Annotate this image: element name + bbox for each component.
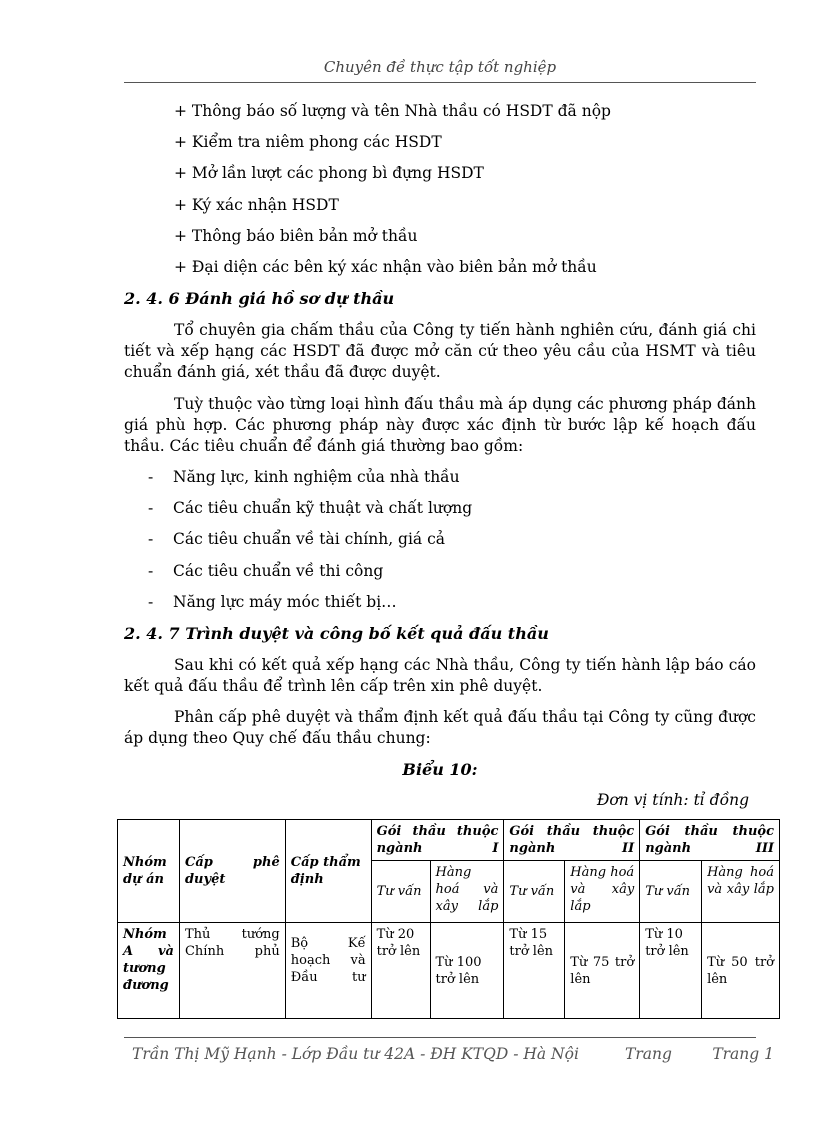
bullet-item [148,562,384,580]
header-project-group: Nhóm dự án [118,820,180,923]
cell-value: Từ 20 trở lên [371,923,430,1019]
subheader-consulting: Tư vấn [640,861,702,923]
subheader-goods-construction: Hàng hoá và xây lắp [430,861,504,923]
dash-glyph: - [148,530,154,548]
table-caption: Biểu 10: [402,760,478,779]
footer-page-number: Trang 1 [712,1045,774,1063]
paragraph [124,707,756,749]
dash-glyph: - [148,562,154,580]
header-divider [124,82,756,83]
bullet-text: Các tiêu chuẩn kỹ thuật và chất lượng [173,499,473,517]
footer-divider [124,1037,756,1038]
plus-item: + Kiểm tra niêm phong các HSDT [174,133,442,151]
header-appraisal-level: Cấp thẩm định [285,820,371,923]
dash-glyph: - [148,499,154,517]
subheader-goods-construction: Hàng hoá và xây lắp [702,861,780,923]
bullet-item [148,530,446,548]
cell-value: Từ 100 trở lên [430,923,504,1019]
plus-item: + Thông báo biên bản mở thầu [174,227,418,245]
bullet-text: Năng lực, kinh nghiệm của nhà thầu [173,468,460,486]
dash-glyph: - [148,468,154,486]
paragraph-text: Tuỳ thuộc vào từng loại hình đấu thầu mà áp dụng các phương pháp đánh giá phù hợp. Các phương pháp này được xác định từ bước lập kế hoạch đấu thầu. Các tiêu chuẩn để đánh giá thường bao gồm: [124,395,756,455]
paragraph-text: Sau khi có kết quả xếp hạng các Nhà thầu, Công ty tiến hành lập báo cáo kết quả đấu thầu để trình lên cấp trên xin phê duyệt. [124,656,756,695]
cell-value: Từ 10 trở lên [640,923,702,1019]
plus-item: + Đại diện các bên ký xác nhận vào biên bản mở thầu [174,258,597,276]
plus-item: + Mở lần lượt các phong bì đựng HSDT [174,164,484,182]
section-heading-247: 2. 4. 7 Trình duyệt và công bố kết quả đấu thầu [124,624,549,643]
subheader-consulting: Tư vấn [504,861,565,923]
header-approval-level: Cấp phê duyệt [179,820,285,923]
dash-glyph: - [148,593,154,611]
page-header-title: Chuyên đề thực tập tốt nghiệp [323,58,557,76]
paragraph [124,320,756,383]
cell-value: Từ 75 trở lên [565,923,640,1019]
subheader-consulting: Tư vấn [371,861,430,923]
plus-item: + Thông báo số lượng và tên Nhà thầu có HSDT đã nộp [174,102,611,120]
bullet-text: Năng lực máy móc thiết bị… [173,593,397,611]
paragraph-text: Phân cấp phê duyệt và thẩm định kết quả đấu thầu tại Công ty cũng được áp dụng theo Quy chế đấu thầu chung: [124,708,756,747]
header-sector-1: Gói thầu thuộc ngành I [371,820,504,861]
cell-project-group: Nhóm A và tương đương [118,923,180,1019]
bullet-text: Các tiêu chuẩn về tài chính, giá cả [173,530,446,548]
cell-approval-level: Thủ tướng Chính phủ [179,923,285,1019]
subheader-goods-construction: Hàng hoá và xây lắp [565,861,640,923]
table-row [118,923,780,1019]
bullet-item [148,468,460,486]
header-sector-2: Gói thầu thuộc ngành II [504,820,640,861]
footer-author: Trần Thị Mỹ Hạnh - Lớp Đầu tư 42A - ĐH KTQD - Hà Nội [132,1045,579,1063]
plus-item: + Ký xác nhận HSDT [174,196,339,214]
bullet-text: Các tiêu chuẩn về thi công [173,562,384,580]
bullet-item [148,593,397,611]
header-sector-3: Gói thầu thuộc ngành III [640,820,780,861]
section-heading-246: 2. 4. 6 Đánh giá hồ sơ dự thầu [124,289,395,308]
bullet-item [148,499,473,517]
unit-label: Đơn vị tính: tỉ đồng [596,791,749,809]
paragraph-text: Tổ chuyên gia chấm thầu của Công ty tiến hành nghiên cứu, đánh giá chi tiết và xếp hạng các HSDT đã được mở căn cứ theo yêu cầu của HSMT và tiêu chuẩn đánh giá, xét thầu đã được duyệt. [124,321,756,381]
cell-appraisal-level: Bộ Kế hoạch và Đầu tư [285,923,371,1019]
footer-page-label: Trang [625,1045,672,1063]
paragraph [124,394,756,457]
cell-value: Từ 50 trở lên [702,923,780,1019]
paragraph [124,655,756,697]
cell-value: Từ 15 trở lên [504,923,565,1019]
approval-table [117,819,780,1019]
